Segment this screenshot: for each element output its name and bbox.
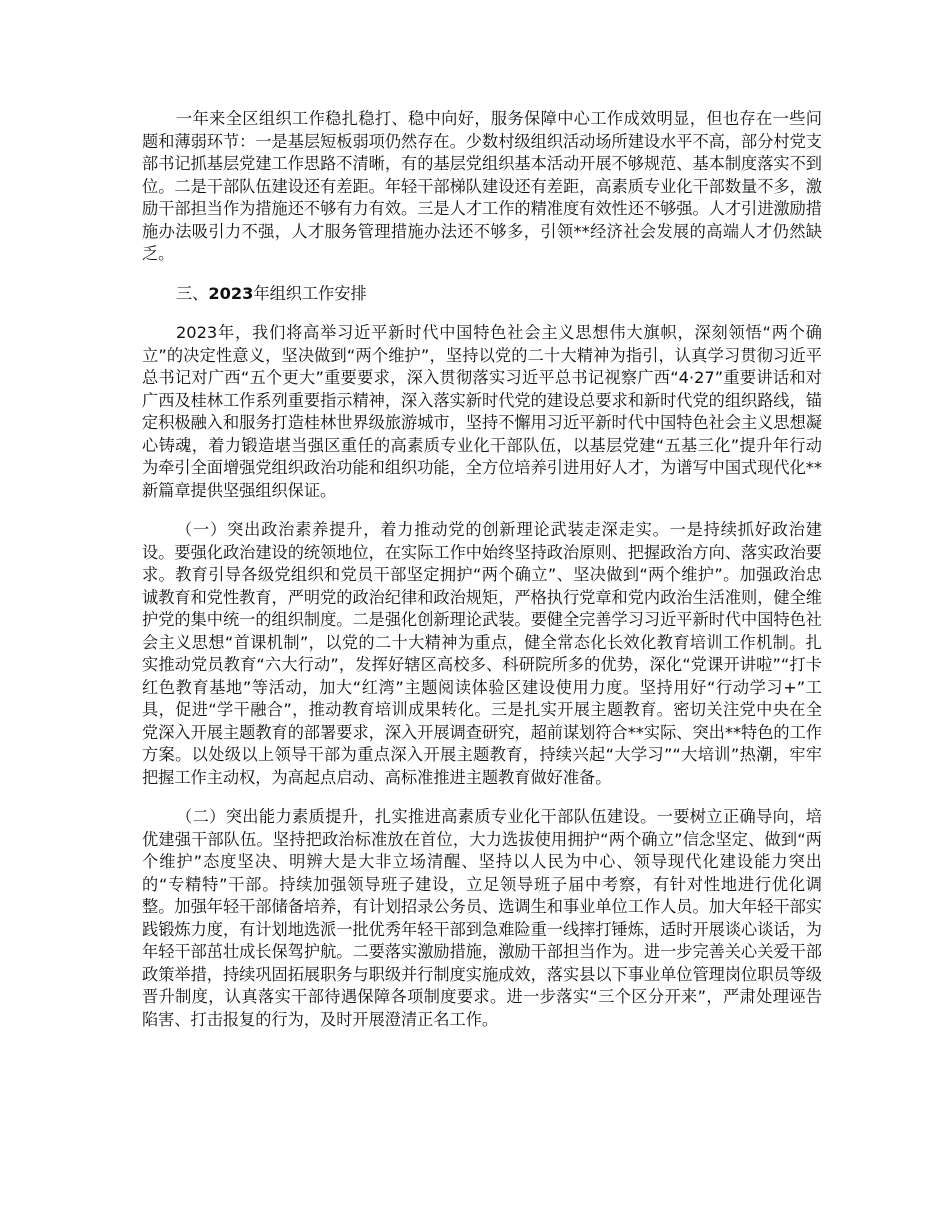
section-heading-prefix: 三、 [176,283,209,303]
section-heading [142,283,822,306]
section-heading-year: 2023 [208,283,254,303]
summary-paragraph: 一年来全区组织工作稳扎稳打、稳中向好，服务保障中心工作成效明显，但也存在一些问题和薄弱环节：一是基层短板弱项仍然存在。少数村级组织活动场所建设水平不高，部分村党支部书记抓基层党建工作思路不清晰，有的基层党组织基本活动开展不够规范、基本制度落实不到位。二是干部队伍建设还有差距。年轻干部梯队建设还有差距，高素质专业化干部数量不多，激励干部担当作为措施还不够有力有效。三是人才工作的精准度有效性还不够强。人才引进激励措施办法吸引力不强，人才服务管理措施办法还不够多，引领**经济社会发展的高端人才仍然缺乏。 [142,109,822,263]
document-page [142,108,822,1048]
section-heading-suffix: 年组织工作安排 [253,283,367,303]
item-1-paragraph: （一）突出政治素养提升，着力推动党的创新理论武装走深走实。一是持续抓好政治建设。要强化政治建设的统领地位，在实际工作中始终坚持政治原则、把握政治方向、落实政治要求。教育引导各级党组织和党员干部坚定拥护“两个确立”、坚决做到“两个维护”。加强政治忠诚教育和党性教育，严明党的政治纪律和政治规矩，严格执行党章和党内政治生活准则，健全维护党的集中统一的组织制度。二是强化创新理论武装。要健全完善学习习近平新时代中国特色社会主义思想“首课机制”，以党的二十大精神为重点，健全常态化长效化教育培训工作机制。扎实推动党员教育“六大行动”，发挥好辖区高校多、科研院所多的优势，深化“党课开讲啦”“打卡红色教育基地”等活动，加大“红湾”主题阅读体验区建设使用力度。坚持用好“行动学习+”工具，促进“学干融合”，推动教育培训成果转化。三是扎实开展主题教育。密切关注党中央在全党深入开展主题教育的部署要求，深入开展调查研究，超前谋划符合**实际、突出**特色的工作方案。以处级以上领导干部为重点深入开展主题教育，持续兴起“大学习”“大培训”热潮，牢牢把握工作主动权，为高起点启动、高标准推进主题教育做好准备。 [142,520,822,787]
item-2-paragraph: （二）突出能力素质提升，扎实推进高素质专业化干部队伍建设。一要树立正确导向，培优建强干部队伍。坚持把政治标准放在首位，大力选拔使用拥护“两个确立”信念坚定、做到“两个维护”态度坚决、明辨大是大非立场清醒、坚持以人民为中心、领导现代化建设能力突出的“专精特”干部。持续加强领导班子建设，立足领导班子届中考察，有针对性地进行优化调整。加强年轻干部储备培养，有计划招录公务员、选调生和事业单位工作人员。加大年轻干部实践锻炼力度，有计划地选派一批优秀年轻干部到急难险重一线摔打锤炼，适时开展谈心谈话，为年轻干部茁壮成长保驾护航。二要落实激励措施，激励干部担当作为。进一步完善关心关爱干部政策举措，持续巩固拓展职务与职级并行制度实施成效，落实县以下事业单位管理岗位职员等级晋升制度，认真落实干部待遇保障各项制度要求。进一步落实“三个区分开来”，严肃处理诬告陷害、打击报复的行为，及时开展澄清正名工作。 [142,807,822,1029]
overview-paragraph: 2023年，我们将高举习近平新时代中国特色社会主义思想伟大旗帜，深刻领悟“两个确立”的决定性意义，坚决做到“两个维护”，坚持以党的二十大精神为指引，认真学习贯彻习近平总书记对广西“五个更大”重要要求，深入贯彻落实习近平总书记视察广西“4·27”重要讲话和对广西及桂林工作系列重要指示精神，深入落实新时代党的建设总要求和新时代党的组织路线，锚定积极融入和服务打造桂林世界级旅游城市，坚持不懈用习近平新时代中国特色社会主义思想凝心铸魂，着力锻造堪当强区重任的高素质专业化干部队伍，以基层党建“五基三化”提升年行动为牵引全面增强党组织政治功能和组织功能，全方位培养引进用好人才，为谱写中国式现代化**新篇章提供坚强组织保证。 [142,323,822,500]
